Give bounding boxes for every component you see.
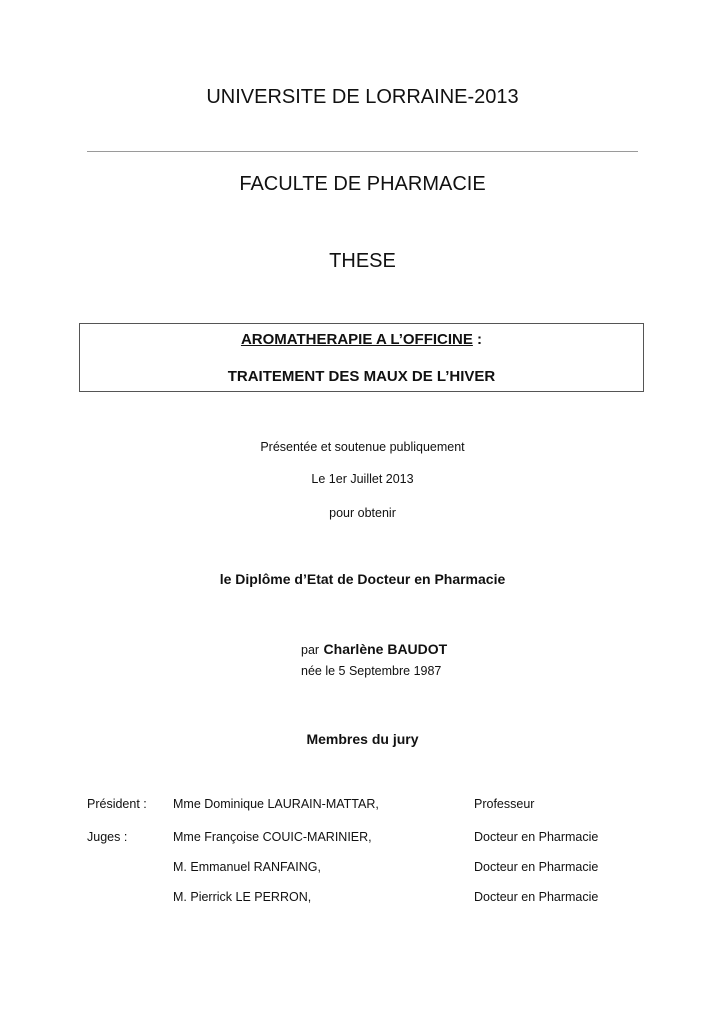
jury-member-name: M. Pierrick LE PERRON, (173, 890, 312, 904)
jury-member-title: Docteur en Pharmacie (474, 890, 599, 904)
thesis-title-colon: : (472, 331, 483, 348)
defense-date: Le 1er Juillet 2013 (311, 472, 414, 486)
thesis-subtitle: TRAITEMENT DES MAUX DE L’HIVER (227, 368, 496, 385)
thesis-title (80, 331, 643, 348)
jury-row-judge-2 (0, 860, 725, 878)
purpose-text: pour obtenir (329, 506, 396, 520)
faculty-heading: FACULTE DE PHARMACIE (239, 173, 486, 195)
university-heading: UNIVERSITE DE LORRAINE-2013 (206, 86, 519, 108)
jury-member-name: M. Emmanuel RANFAING, (173, 860, 321, 874)
thesis-title-box (79, 323, 644, 392)
jury-member-title: Professeur (474, 797, 535, 811)
author-line (301, 641, 447, 659)
jury-row-judge-3 (0, 890, 725, 908)
author-birth: née le 5 Septembre 1987 (301, 664, 442, 678)
jury-row-president (0, 797, 725, 815)
jury-member-title: Docteur en Pharmacie (474, 830, 599, 844)
thesis-title-main: AROMATHERAPIE A L’OFFICINE (240, 331, 473, 348)
jury-role: Président : (87, 797, 147, 811)
jury-member-title: Docteur en Pharmacie (474, 860, 599, 874)
jury-heading: Membres du jury (306, 731, 419, 747)
jury-row-judge-1 (0, 830, 725, 848)
author-name: Charlène BAUDOT (323, 641, 448, 657)
document-type-heading: THESE (329, 250, 396, 272)
horizontal-divider (87, 151, 638, 152)
jury-member-name: Mme Dominique LAURAIN-MATTAR, (173, 797, 379, 811)
jury-role: Juges : (87, 830, 128, 844)
presentation-text: Présentée et soutenue publiquement (260, 440, 465, 454)
diploma-title: le Diplôme d’Etat de Docteur en Pharmacie (219, 571, 506, 587)
jury-member-name: Mme Françoise COUIC-MARINIER, (173, 830, 372, 844)
author-prefix: par (301, 643, 320, 657)
